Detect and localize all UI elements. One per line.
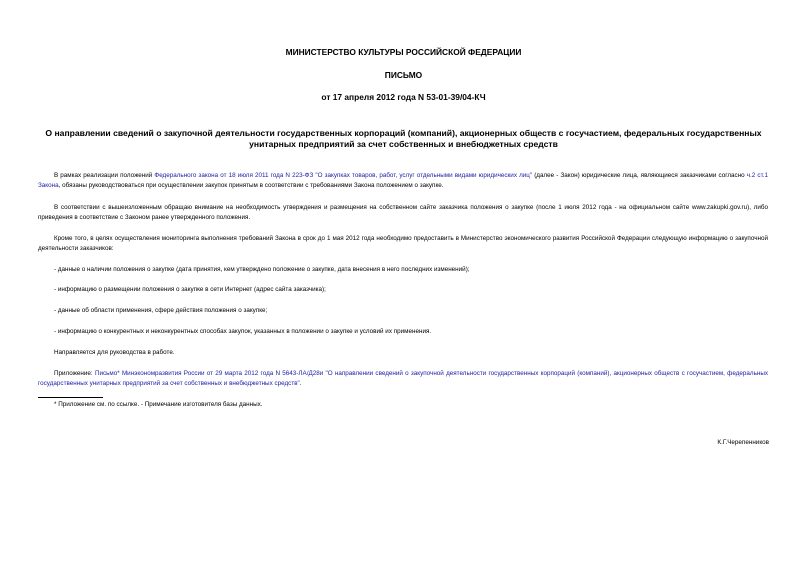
- list-item: - данные об области применения, сфере действия положения о закупке;: [54, 307, 268, 314]
- list-item: - информацию о размещении положения о закупке в сети Интернет (адрес сайта заказчика);: [54, 286, 326, 293]
- law-article-link[interactable]: ч.2 ст.1 Закона: [38, 172, 769, 189]
- paragraph-2: В соответствии с вышеизложенным обращаю внимание на необходимость утверждения и размещения на собственном сайте заказчика положения о закупке (после 1 июля 2012 года - на официальном сайте www.zakupki.gov.ru), либо приведения в соответствие с Законом ранее утвержденного положения.: [38, 204, 768, 221]
- paragraph-1-text-c: , обязаны руководствоваться при осуществлении закупок принятым в соответствии с требованиями Закона положением о закупке.: [58, 182, 444, 189]
- paragraph-1: [38, 171, 768, 191]
- document-title: О направлении сведений о закупочной деятельности государственных корпораций (компаний), акционерных обществ с госучастием, федеральных государственных унитарных предприятий за счет собственных и внебюджетных средств: [45, 128, 762, 149]
- footnote: * Приложение см. по ссылке. - Примечание изготовителя базы данных.: [54, 401, 263, 408]
- list-item: - информацию о конкурентных и неконкурентных способах закупок, указанных в положении о закупке и условий их применения.: [54, 328, 432, 335]
- ministry-heading: МИНИСТЕРСТВО КУЛЬТУРЫ РОССИЙСКОЙ ФЕДЕРАЦИИ: [285, 47, 522, 57]
- paragraph-1-text-a: В рамках реализации положений: [54, 172, 155, 179]
- paragraph-4: Направляется для руководства в работе.: [54, 349, 175, 356]
- document-type: ПИСЬМО: [384, 70, 423, 80]
- paragraph-1-text-b: (далее - Закон) юридические лица, являющиеся заказчиками согласно: [532, 172, 747, 179]
- attachment-paragraph: [38, 369, 768, 389]
- attachment-end: .: [299, 380, 302, 387]
- footnote-divider: [38, 397, 103, 398]
- document-date: от 17 апреля 2012 года N 53-01-39/04-КЧ: [321, 92, 486, 102]
- federal-law-link[interactable]: Федерального закона от 18 июля 2011 года N 223-ФЗ "О закупках товаров, работ, услуг отдельными видами юридических лиц": [154, 172, 533, 179]
- paragraph-3: Кроме того, в целях осуществления мониторинга выполнения требований Закона в срок до 1 мая 2012 года необходимо предоставить в Министерство экономического развития Российской Федерации следующую информацию о закупочной деятельности заказчиков:: [38, 235, 768, 252]
- list-item: - данные о наличии положения о закупке (дата принятия, кем утверждено положение о закупке, дата внесения в него последних изменений);: [54, 266, 470, 273]
- attachment-letter-link[interactable]: Письмо* Минэкономразвития России от 29 марта 2012 года N 5643-ЛА/Д28и "О направлении сведений о закупочной деятельности государственных корпораций (компаний), акционерных обществ с госучастием, федеральных государственных унитарных предприятий за счет собственных и внебюджетных средств": [38, 370, 768, 387]
- attachment-label: Приложение:: [54, 370, 95, 377]
- signature: К.Г.Черепенников: [717, 439, 769, 446]
